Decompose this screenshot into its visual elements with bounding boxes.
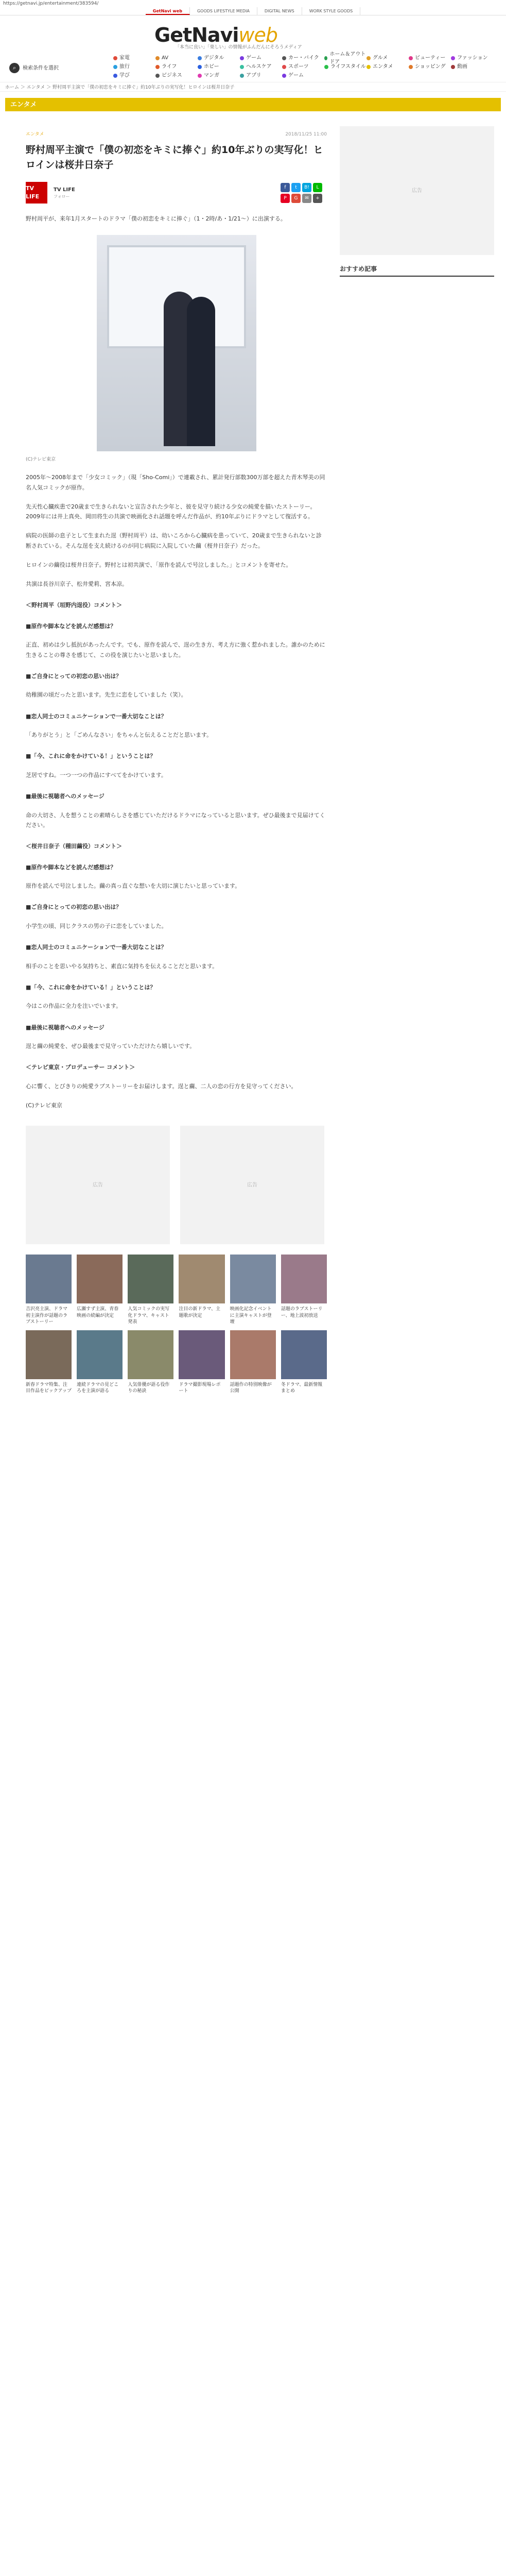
category-dot-icon xyxy=(324,65,328,69)
category-label: エンタメ xyxy=(373,64,393,70)
category-link[interactable] xyxy=(451,62,493,71)
related-thumbnail xyxy=(281,1330,327,1379)
article-lead: 野村周平が、来年1月スタートのドラマ「僕の初恋をキミに捧ぐ」（1・2時/あ・1/21～）に出演する。 xyxy=(26,215,286,223)
sidebar xyxy=(340,126,494,282)
category-label: ゲーム xyxy=(288,73,304,78)
related-thumbnail xyxy=(179,1330,224,1379)
question: ■原作や脚本などを読んだ感想は？ xyxy=(26,863,116,871)
category-dot-icon xyxy=(367,65,371,69)
category-dot-icon xyxy=(155,74,160,78)
category-label: ショッピング xyxy=(415,64,446,70)
related-title: 吉沢亮主演、ドラマ初主演作が話題のラブストーリー xyxy=(26,1307,68,1325)
address-bar[interactable]: https://getnavi.jp/entertainment/383594/ xyxy=(3,1,99,6)
section-header: エンタメ xyxy=(5,98,501,111)
related-thumbnail xyxy=(128,1330,173,1379)
article-date: 2018/11/25 11:00 xyxy=(285,132,327,137)
category-link[interactable] xyxy=(113,71,155,80)
closing-paragraph: 心に響く、とびきりの純愛ラブストーリーをお届けします。逞と繭、二人の恋の行方を見守ってください。 xyxy=(26,1082,297,1090)
network-tab[interactable]: GetNavi web xyxy=(146,7,190,15)
category-link[interactable] xyxy=(240,62,282,71)
category-nav xyxy=(0,52,506,82)
share-button[interactable]: B! xyxy=(302,183,311,192)
category-dot-icon xyxy=(240,74,244,78)
related-article[interactable] xyxy=(179,1330,224,1394)
related-thumbnail xyxy=(230,1255,276,1303)
share-button[interactable]: t xyxy=(291,183,301,192)
category-label: スポーツ xyxy=(288,64,309,70)
category-label: ビューティー xyxy=(415,55,446,61)
search-button[interactable] xyxy=(9,63,59,73)
image-caption: (C)テレビ東京 xyxy=(26,456,56,462)
related-thumbnail xyxy=(77,1330,123,1379)
category-link[interactable] xyxy=(198,54,240,62)
related-thumbnail xyxy=(281,1255,327,1303)
category-dot-icon xyxy=(198,56,202,60)
sidebar-ad[interactable]: 広告 xyxy=(340,126,494,255)
related-articles xyxy=(26,1255,327,1394)
category-label: ライフ xyxy=(162,64,177,70)
breadcrumb: ホーム ＞ エンタメ ＞ 野村周平主演で「僕の初恋をキミに捧ぐ」約10年ぶりの実写化！ヒロインは桜井日奈子 xyxy=(0,82,506,92)
category-link[interactable] xyxy=(282,62,324,71)
category-label: ヘルスケア xyxy=(246,64,272,70)
answer: 小学生の頃、同じクラスの男の子に恋をしていました。 xyxy=(26,922,167,929)
category-link[interactable] xyxy=(282,54,324,62)
network-tab[interactable]: WORK STYLE GOODS xyxy=(302,7,361,15)
category-link[interactable] xyxy=(324,62,367,71)
category-label: 家電 xyxy=(119,55,130,61)
category-dot-icon xyxy=(367,56,371,60)
category-dot-icon xyxy=(113,65,117,69)
category-dot-icon xyxy=(451,65,455,69)
category-link[interactable] xyxy=(198,71,240,80)
category-link[interactable] xyxy=(282,71,324,80)
category-link[interactable] xyxy=(198,62,240,71)
article-title: 野村周平主演で「僕の初恋をキミに捧ぐ」約10年ぶりの実写化！ヒロインは桜井日奈子 xyxy=(26,144,323,171)
answer: 今はこの作品に全力を注いでいます。 xyxy=(26,1003,122,1010)
article xyxy=(26,126,327,1394)
share-button[interactable]: P xyxy=(281,194,290,203)
category-link[interactable] xyxy=(240,71,282,80)
site-logo[interactable]: GetNaviweb xyxy=(154,24,277,46)
related-thumbnail xyxy=(230,1330,276,1379)
category-link[interactable] xyxy=(155,62,198,71)
category-label: アプリ xyxy=(246,73,261,78)
related-thumbnail xyxy=(179,1255,224,1303)
category-link[interactable] xyxy=(367,54,409,62)
share-buttons xyxy=(281,183,327,203)
body-paragraph: 2005年～2008年まで「少女コミック」（現「Sho-Comi」）で連載され、累計発行部数300万部を超えた青木琴美の同名人気コミックが原作。 xyxy=(26,474,325,491)
article-credit: (C)テレビ東京 xyxy=(26,1102,63,1109)
category-label: グルメ xyxy=(373,55,388,61)
search-icon: ⌕ xyxy=(9,63,20,73)
related-article[interactable] xyxy=(77,1255,123,1325)
follow-button[interactable]: フォロー xyxy=(54,194,70,199)
category-dot-icon xyxy=(240,65,244,69)
related-title: ドラマ撮影現場レポート xyxy=(179,1382,221,1394)
author-row xyxy=(26,182,327,204)
category-link[interactable] xyxy=(113,62,155,71)
related-title: 話題のラブストーリー、地上波初放送 xyxy=(281,1307,323,1318)
category-link[interactable] xyxy=(367,62,409,71)
question: ■恋人同士のコミュニケーションで一番大切なことは？ xyxy=(26,944,167,951)
network-tab[interactable]: GOODS LIFESTYLE MEDIA xyxy=(190,7,257,15)
ad-right[interactable]: 広告 xyxy=(180,1126,324,1244)
author-name[interactable]: TV LIFE xyxy=(54,187,75,193)
answer: 正直、初めは少し抵抗があったんです。でも、原作を読んで、逞の生き方、考え方に強く惹かれました。誰かのために生きることの尊さを感じて、この役を演じたいと思いました。 xyxy=(26,641,325,658)
related-title: 人気コミックの実写化ドラマ、キャスト発表 xyxy=(128,1307,170,1325)
category-label: デジタル xyxy=(204,55,224,61)
category-dot-icon xyxy=(198,65,202,69)
category-link[interactable] xyxy=(451,54,493,62)
related-title: 人気俳優が語る役作りの秘訣 xyxy=(128,1382,170,1394)
related-title: 冬ドラマ、最新情報まとめ xyxy=(281,1382,323,1394)
related-article[interactable] xyxy=(128,1330,173,1394)
site-tagline: 「本当に良い」「楽しい」の情報がふんだんにそろうメディア xyxy=(175,45,302,50)
category-list xyxy=(113,51,494,80)
category-dot-icon xyxy=(155,56,160,60)
category-label: ホビー xyxy=(204,64,219,70)
category-label: ゲーム xyxy=(246,55,261,61)
category-dot-icon xyxy=(155,65,160,69)
category-dot-icon xyxy=(240,56,244,60)
answer: 逞と繭の純愛を、ぜひ最後まで見守っていただけたら嬉しいです。 xyxy=(26,1043,196,1050)
related-title: 話題作の特別映像が公開 xyxy=(230,1382,272,1394)
site-header xyxy=(0,15,506,52)
answer: 命の大切さ、人を想うことの素晴らしさを感じていただけるドラマになっていると思います。ぜひ最後まで見届けてください。 xyxy=(26,811,325,828)
body-paragraph: ヒロインの繭役は桜井日奈子。野村とは初共演で、「原作を読んで号泣しました。」とコメントを寄せた。 xyxy=(26,561,292,568)
related-thumbnail xyxy=(77,1255,123,1303)
network-tabs xyxy=(0,7,506,15)
category-dot-icon xyxy=(451,56,455,60)
ad-row xyxy=(26,1126,327,1244)
answer: 芝居ですね。一つ一つの作品にすべてをかけています。 xyxy=(26,771,167,778)
category-link[interactable] xyxy=(409,62,451,71)
category-link[interactable] xyxy=(240,54,282,62)
related-thumbnail xyxy=(26,1330,72,1379)
image-figure-right xyxy=(187,297,215,446)
sidebar-recommended-title: おすすめ記事 xyxy=(340,264,494,277)
category-label: ビジネス xyxy=(162,73,182,78)
question: ■「今、これに命をかけている！」ということは？ xyxy=(26,753,156,760)
category-dot-icon xyxy=(282,74,286,78)
body-paragraph: 共演は長谷川京子、松井愛莉、宮本凉。 xyxy=(26,581,128,588)
author-avatar[interactable]: TV LIFE xyxy=(26,182,47,204)
answer: 幼稚園の頃だったと思います。先生に恋をしていました（笑）。 xyxy=(26,691,187,699)
category-label: ライフスタイル xyxy=(330,64,366,70)
category-label: カー・バイク xyxy=(288,55,319,61)
question: ■恋人同士のコミュニケーションで一番大切なことは？ xyxy=(26,713,167,720)
related-thumbnail xyxy=(128,1255,173,1303)
category-dot-icon xyxy=(113,74,117,78)
related-title: 広瀬すず主演、青春映画の続編が決定 xyxy=(77,1307,119,1318)
category-link[interactable] xyxy=(324,51,367,65)
category-label: 動画 xyxy=(457,64,467,70)
answer: 相手のことを思いやる気持ちと、素直に気持ちを伝えることだと思います。 xyxy=(26,962,218,970)
closing-heading: ＜テレビ東京・プロデューサー コメント＞ xyxy=(26,1064,135,1071)
category-link[interactable] xyxy=(113,54,155,62)
search-label: 検索条件を選択 xyxy=(23,65,59,71)
share-button[interactable]: + xyxy=(313,194,322,203)
share-button[interactable]: G xyxy=(291,194,301,203)
category-dot-icon xyxy=(324,56,327,60)
interview-heading: ＜野村周平（垣野内逞役）コメント＞ xyxy=(26,602,122,609)
related-article[interactable] xyxy=(281,1330,327,1394)
category-dot-icon xyxy=(113,56,117,60)
question: ■ご自身にとっての初恋の思い出は？ xyxy=(26,904,122,911)
ad-left[interactable]: 広告 xyxy=(26,1126,170,1244)
question: ■最後に視聴者へのメッセージ xyxy=(26,793,104,800)
related-article[interactable] xyxy=(77,1330,123,1394)
question: ■「今、これに命をかけている！」ということは？ xyxy=(26,984,156,991)
category-dot-icon xyxy=(282,56,286,60)
category-dot-icon xyxy=(409,65,413,69)
related-article[interactable] xyxy=(179,1255,224,1325)
category-link[interactable] xyxy=(155,71,198,80)
category-dot-icon xyxy=(198,74,202,78)
related-title: 新春ドラマ特集、注目作品をピックアップ xyxy=(26,1382,72,1394)
answer: 「ありがとう」と「ごめんなさい」をちゃんと伝えることだと思います。 xyxy=(26,732,213,739)
category-dot-icon xyxy=(282,65,286,69)
related-article[interactable] xyxy=(281,1255,327,1325)
question: ■ご自身にとっての初恋の思い出は？ xyxy=(26,672,122,680)
category-label: ホーム＆アウトドア xyxy=(329,51,366,65)
category-dot-icon xyxy=(409,56,413,60)
related-thumbnail xyxy=(26,1255,72,1303)
category-label: 旅行 xyxy=(119,64,130,70)
body-paragraph: 先天性心臓疾患で20歳まで生きられないと宣告された少年と、彼を見守り続ける少女の純愛を描いたストーリー。2009年には井上真央、岡田将生の共演で映画化され話題を呼んだ作品が、約10年ぶりにドラマとして復活する。 xyxy=(26,503,316,520)
network-tab[interactable]: DIGITAL NEWS xyxy=(257,7,302,15)
share-button[interactable]: f xyxy=(281,183,290,192)
answer: 原作を読んで号泣しました。繭の真っ直ぐな想いを大切に演じたいと思っています。 xyxy=(26,883,241,890)
share-button[interactable]: L xyxy=(313,183,322,192)
category-label: マンガ xyxy=(204,73,219,78)
category-label: ファッション xyxy=(457,55,488,61)
question: ■原作や脚本などを読んだ感想は？ xyxy=(26,622,116,630)
category-label: 学び xyxy=(119,73,130,78)
related-title: 連続ドラマの見どころを主演が語る xyxy=(77,1382,119,1394)
related-article[interactable] xyxy=(26,1255,72,1325)
question: ■最後に視聴者へのメッセージ xyxy=(26,1024,104,1031)
category-label: AV xyxy=(162,55,169,61)
interview-heading: ＜桜井日奈子（種田繭役）コメント＞ xyxy=(26,843,122,850)
article-category[interactable]: エンタメ xyxy=(26,132,44,137)
article-hero-image xyxy=(97,235,256,451)
related-title: 映画化記念イベントに主演キャストが登壇 xyxy=(230,1307,272,1325)
related-title: 注目の新ドラマ、主題歌が決定 xyxy=(179,1307,220,1318)
category-link[interactable] xyxy=(409,54,451,62)
category-link[interactable] xyxy=(155,54,198,62)
related-article[interactable] xyxy=(230,1255,276,1325)
article-body xyxy=(26,472,327,1110)
body-paragraph: 病院の医師の息子として生まれた逞（野村周平）は、幼いころから心臓病を患っていて、20歳まで生きられないと診断されている。そんな逞を支え続けるのが同じ病院に入院していた繭（桜井日奈子）だった。 xyxy=(26,532,322,549)
related-article[interactable] xyxy=(26,1330,72,1394)
share-button[interactable]: ✉ xyxy=(302,194,311,203)
related-article[interactable] xyxy=(230,1330,276,1394)
related-article[interactable] xyxy=(128,1255,173,1325)
